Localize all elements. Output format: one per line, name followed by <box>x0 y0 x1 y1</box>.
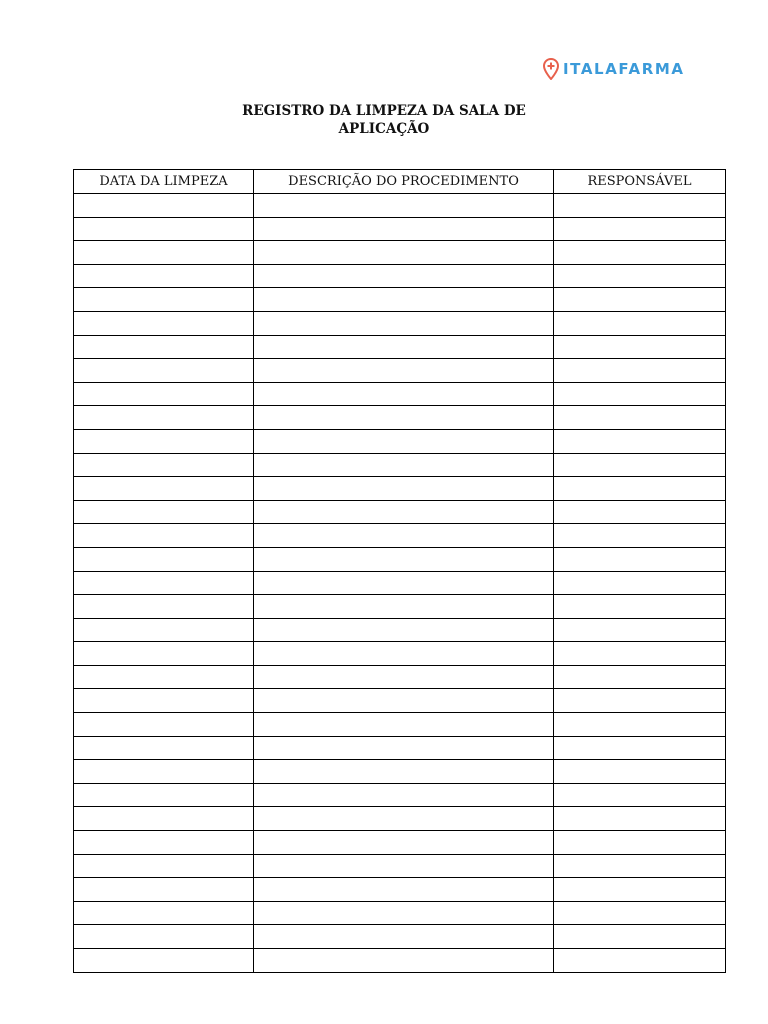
description-cell[interactable] <box>254 760 554 784</box>
table-row <box>74 477 726 501</box>
description-cell[interactable] <box>254 618 554 642</box>
table-row <box>74 760 726 784</box>
description-cell[interactable] <box>254 406 554 430</box>
table-row <box>74 854 726 878</box>
responsible-cell[interactable] <box>554 571 726 595</box>
date-cell[interactable] <box>74 878 254 902</box>
description-cell[interactable] <box>254 477 554 501</box>
date-cell[interactable] <box>74 477 254 501</box>
table-row <box>74 571 726 595</box>
table-row <box>74 241 726 265</box>
responsible-cell[interactable] <box>554 524 726 548</box>
column-header-responsible: RESPONSÁVEL <box>554 170 726 194</box>
description-cell[interactable] <box>254 524 554 548</box>
date-cell[interactable] <box>74 359 254 383</box>
table-row <box>74 595 726 619</box>
table-row <box>74 901 726 925</box>
table-row <box>74 878 726 902</box>
date-cell[interactable] <box>74 713 254 737</box>
description-cell[interactable] <box>254 854 554 878</box>
table-row <box>74 359 726 383</box>
responsible-cell[interactable] <box>554 335 726 359</box>
table-row <box>74 264 726 288</box>
column-header-date: DATA DA LIMPEZA <box>74 170 254 194</box>
description-cell[interactable] <box>254 217 554 241</box>
responsible-cell[interactable] <box>554 429 726 453</box>
table-header-row <box>74 170 726 194</box>
date-cell[interactable] <box>74 689 254 713</box>
document-title <box>0 102 768 138</box>
responsible-cell[interactable] <box>554 760 726 784</box>
responsible-cell[interactable] <box>554 807 726 831</box>
table-row <box>74 217 726 241</box>
date-cell[interactable] <box>74 665 254 689</box>
date-cell[interactable] <box>74 524 254 548</box>
column-header-description: DESCRIÇÃO DO PROCEDIMENTO <box>254 170 554 194</box>
table-row <box>74 783 726 807</box>
table-row <box>74 194 726 218</box>
date-cell[interactable] <box>74 901 254 925</box>
table-row <box>74 618 726 642</box>
responsible-cell[interactable] <box>554 901 726 925</box>
responsible-cell[interactable] <box>554 288 726 312</box>
date-cell[interactable] <box>74 500 254 524</box>
table-row <box>74 429 726 453</box>
description-cell[interactable] <box>254 241 554 265</box>
date-cell[interactable] <box>74 925 254 949</box>
responsible-cell[interactable] <box>554 689 726 713</box>
table-row <box>74 736 726 760</box>
description-cell[interactable] <box>254 665 554 689</box>
table-row <box>74 547 726 571</box>
date-cell[interactable] <box>74 382 254 406</box>
description-cell[interactable] <box>254 264 554 288</box>
responsible-cell[interactable] <box>554 949 726 973</box>
date-cell[interactable] <box>74 736 254 760</box>
date-cell[interactable] <box>74 854 254 878</box>
description-cell[interactable] <box>254 359 554 383</box>
responsible-cell[interactable] <box>554 595 726 619</box>
date-cell[interactable] <box>74 807 254 831</box>
date-cell[interactable] <box>74 618 254 642</box>
description-cell[interactable] <box>254 571 554 595</box>
description-cell[interactable] <box>254 878 554 902</box>
description-cell[interactable] <box>254 382 554 406</box>
responsible-cell[interactable] <box>554 878 726 902</box>
description-cell[interactable] <box>254 736 554 760</box>
responsible-cell[interactable] <box>554 311 726 335</box>
table-row <box>74 949 726 973</box>
date-cell[interactable] <box>74 831 254 855</box>
table-row <box>74 406 726 430</box>
responsible-cell[interactable] <box>554 665 726 689</box>
responsible-cell[interactable] <box>554 359 726 383</box>
date-cell[interactable] <box>74 288 254 312</box>
date-cell[interactable] <box>74 949 254 973</box>
table-row <box>74 524 726 548</box>
description-cell[interactable] <box>254 194 554 218</box>
date-cell[interactable] <box>74 429 254 453</box>
description-cell[interactable] <box>254 500 554 524</box>
description-cell[interactable] <box>254 595 554 619</box>
description-cell[interactable] <box>254 689 554 713</box>
responsible-cell[interactable] <box>554 831 726 855</box>
description-cell[interactable] <box>254 335 554 359</box>
date-cell[interactable] <box>74 783 254 807</box>
date-cell[interactable] <box>74 760 254 784</box>
date-cell[interactable] <box>74 311 254 335</box>
table-row <box>74 807 726 831</box>
table-row <box>74 831 726 855</box>
responsible-cell[interactable] <box>554 406 726 430</box>
responsible-cell[interactable] <box>554 783 726 807</box>
date-cell[interactable] <box>74 217 254 241</box>
date-cell[interactable] <box>74 547 254 571</box>
date-cell[interactable] <box>74 406 254 430</box>
brand-logo <box>543 58 685 80</box>
table-row <box>74 500 726 524</box>
table-row <box>74 665 726 689</box>
responsible-cell[interactable] <box>554 547 726 571</box>
table-row <box>74 453 726 477</box>
responsible-cell[interactable] <box>554 713 726 737</box>
responsible-cell[interactable] <box>554 477 726 501</box>
description-cell[interactable] <box>254 901 554 925</box>
table-row <box>74 925 726 949</box>
table-row <box>74 642 726 666</box>
table-row <box>74 335 726 359</box>
responsible-cell[interactable] <box>554 453 726 477</box>
date-cell[interactable] <box>74 595 254 619</box>
date-cell[interactable] <box>74 453 254 477</box>
table-body <box>74 194 726 973</box>
description-cell[interactable] <box>254 713 554 737</box>
brand-name: ITALAFARMA <box>563 60 685 78</box>
cleaning-log-table <box>73 169 726 973</box>
description-cell[interactable] <box>254 831 554 855</box>
description-cell[interactable] <box>254 807 554 831</box>
date-cell[interactable] <box>74 642 254 666</box>
responsible-cell[interactable] <box>554 618 726 642</box>
responsible-cell[interactable] <box>554 241 726 265</box>
description-cell[interactable] <box>254 288 554 312</box>
description-cell[interactable] <box>254 925 554 949</box>
responsible-cell[interactable] <box>554 642 726 666</box>
description-cell[interactable] <box>254 547 554 571</box>
responsible-cell[interactable] <box>554 925 726 949</box>
table-row <box>74 288 726 312</box>
location-pin-plus-icon <box>543 58 559 80</box>
description-cell[interactable] <box>254 453 554 477</box>
date-cell[interactable] <box>74 241 254 265</box>
date-cell[interactable] <box>74 194 254 218</box>
responsible-cell[interactable] <box>554 500 726 524</box>
responsible-cell[interactable] <box>554 264 726 288</box>
document-title-line-1: REGISTRO DA LIMPEZA DA SALA DE <box>242 103 526 119</box>
responsible-cell[interactable] <box>554 736 726 760</box>
date-cell[interactable] <box>74 264 254 288</box>
responsible-cell[interactable] <box>554 217 726 241</box>
description-cell[interactable] <box>254 949 554 973</box>
table-row <box>74 689 726 713</box>
description-cell[interactable] <box>254 642 554 666</box>
description-cell[interactable] <box>254 429 554 453</box>
table-row <box>74 311 726 335</box>
table-row <box>74 713 726 737</box>
responsible-cell[interactable] <box>554 854 726 878</box>
document-title-line-2: APLICAÇÃO <box>338 121 430 137</box>
responsible-cell[interactable] <box>554 382 726 406</box>
date-cell[interactable] <box>74 571 254 595</box>
description-cell[interactable] <box>254 783 554 807</box>
description-cell[interactable] <box>254 311 554 335</box>
responsible-cell[interactable] <box>554 194 726 218</box>
date-cell[interactable] <box>74 335 254 359</box>
table-row <box>74 382 726 406</box>
